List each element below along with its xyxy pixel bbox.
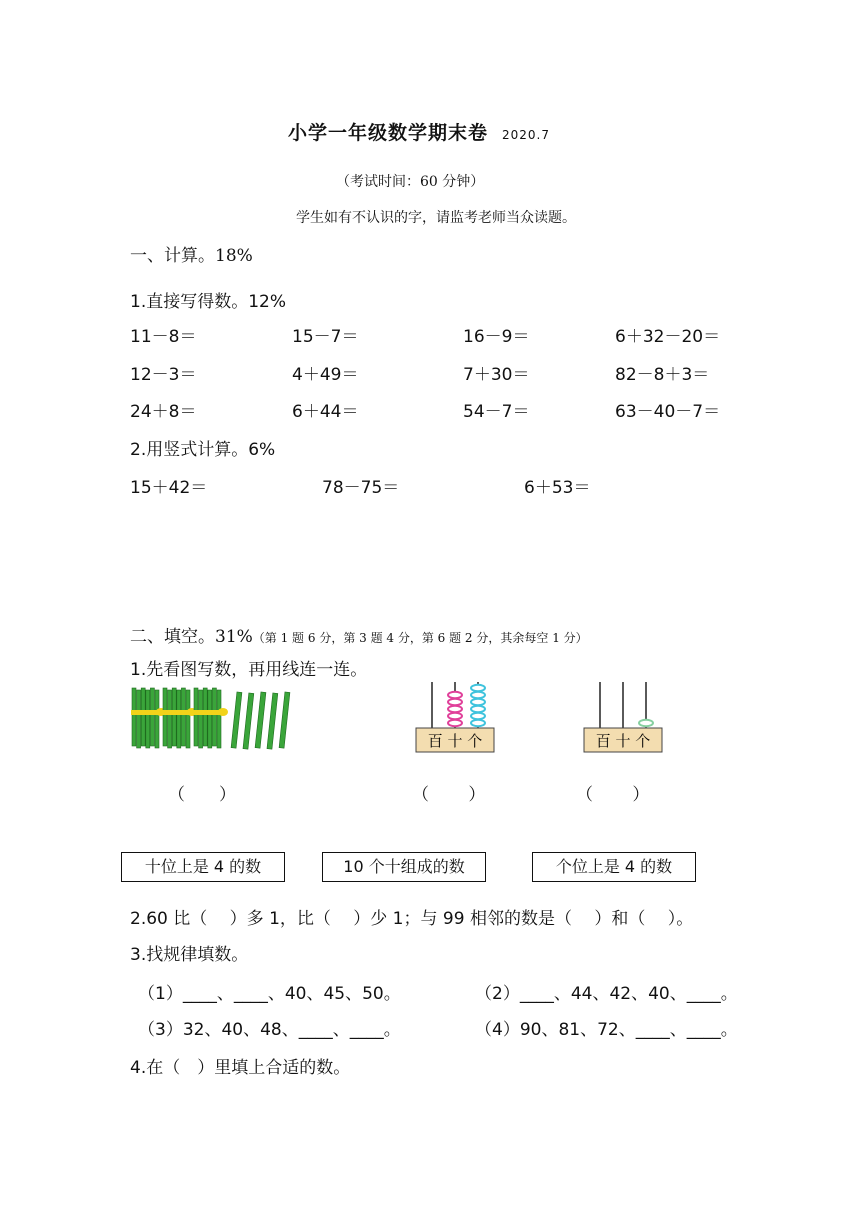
abacus-bead: [448, 699, 462, 705]
vertical-calc-item: 15＋42＝: [130, 478, 208, 498]
pattern-item-2: （2）____、44、42、40、____。: [475, 984, 738, 1004]
single-stick: [255, 692, 266, 748]
ten-stick-bundle: [131, 688, 166, 748]
abacus-2: [582, 682, 666, 754]
calc-item: 54－7＝: [463, 402, 530, 422]
exam-date: 2020.7: [502, 128, 551, 142]
answer-blank-2[interactable]: （ ）: [412, 785, 486, 805]
answer-blank-1[interactable]: （ ）: [168, 785, 236, 805]
single-stick: [231, 692, 242, 748]
abacus-bead: [471, 692, 485, 698]
abacus-bead: [448, 713, 462, 719]
abacus-place-label: 百 十 个: [427, 732, 483, 750]
stick-bundles-picture: [130, 686, 300, 752]
section1-heading: 一、计算。18%: [130, 246, 253, 266]
section2-heading-note: （第 1 题 6 分，第 3 题 4 分，第 6 题 2 分，其余每空 1 分）: [252, 631, 588, 645]
abacus-bead: [448, 720, 462, 726]
abacus-bead: [471, 699, 485, 705]
pattern-item-3: （3）32、40、48、____、____。: [138, 1020, 401, 1040]
calc-item: 6＋44＝: [292, 402, 359, 422]
abacus-bead: [471, 685, 485, 691]
title-text: 小学一年级数学期末卷: [288, 122, 489, 144]
abacus-bead: [471, 713, 485, 719]
abacus-place-label: 百 十 个: [595, 732, 651, 750]
q1-label: 1.直接写得数。12%: [130, 292, 287, 312]
calc-item: 12－3＝: [130, 365, 197, 385]
section2-heading: [130, 622, 588, 647]
single-stick: [243, 693, 254, 749]
abacus-bead: [471, 720, 485, 726]
s2-q3-label: 3.找规律填数。: [130, 945, 249, 965]
calc-item: 15－7＝: [292, 327, 359, 347]
match-box-ten-tens[interactable]: 10 个十组成的数: [322, 852, 486, 882]
ten-stick-bundle: [162, 688, 197, 748]
vertical-calc-item: 6＋53＝: [524, 478, 591, 498]
exam-title: [288, 118, 550, 145]
q2-label: 2.用竖式计算。6%: [130, 440, 276, 460]
abacus-bead: [448, 692, 462, 698]
reading-note: 学生如有不认识的字，请监考老师当众读题。: [296, 210, 576, 226]
calc-item: 24＋8＝: [130, 402, 197, 422]
abacus-bead: [448, 706, 462, 712]
match-box-tens-digit-4[interactable]: 十位上是 4 的数: [121, 852, 285, 882]
calc-item: 6＋32－20＝: [615, 327, 721, 347]
exam-duration: （考试时间：60 分钟）: [336, 174, 485, 190]
match-box-ones-digit-4[interactable]: 个位上是 4 的数: [532, 852, 696, 882]
section2-heading-text: 二、填空。31%: [130, 627, 253, 647]
calc-item: 4＋49＝: [292, 365, 359, 385]
abacus-bead: [471, 706, 485, 712]
calc-item: 63－40－7＝: [615, 402, 721, 422]
calc-item: 7＋30＝: [463, 365, 530, 385]
ten-stick-bundle: [193, 688, 228, 748]
calc-item: 82－8＋3＝: [615, 365, 710, 385]
single-stick: [267, 693, 278, 749]
calc-item: 16－9＝: [463, 327, 530, 347]
abacus-bead: [639, 720, 653, 726]
s2-q4: 4.在（ ）里填上合适的数。: [130, 1058, 351, 1078]
calc-item: 11－8＝: [130, 327, 197, 347]
pattern-item-4: （4）90、81、72、____、____。: [475, 1020, 738, 1040]
s2-q1-label: 1.先看图写数，再用线连一连。: [130, 660, 368, 680]
abacus-1: [414, 682, 498, 754]
pattern-item-1: （1）____、____、40、45、50。: [138, 984, 401, 1004]
s2-q2: 2.60 比（ ）多 1，比（ ）少 1；与 99 相邻的数是（ ）和（ ）。: [130, 909, 694, 929]
single-stick: [279, 692, 290, 748]
answer-blank-3[interactable]: （ ）: [576, 785, 650, 805]
vertical-calc-item: 78－75＝: [322, 478, 400, 498]
